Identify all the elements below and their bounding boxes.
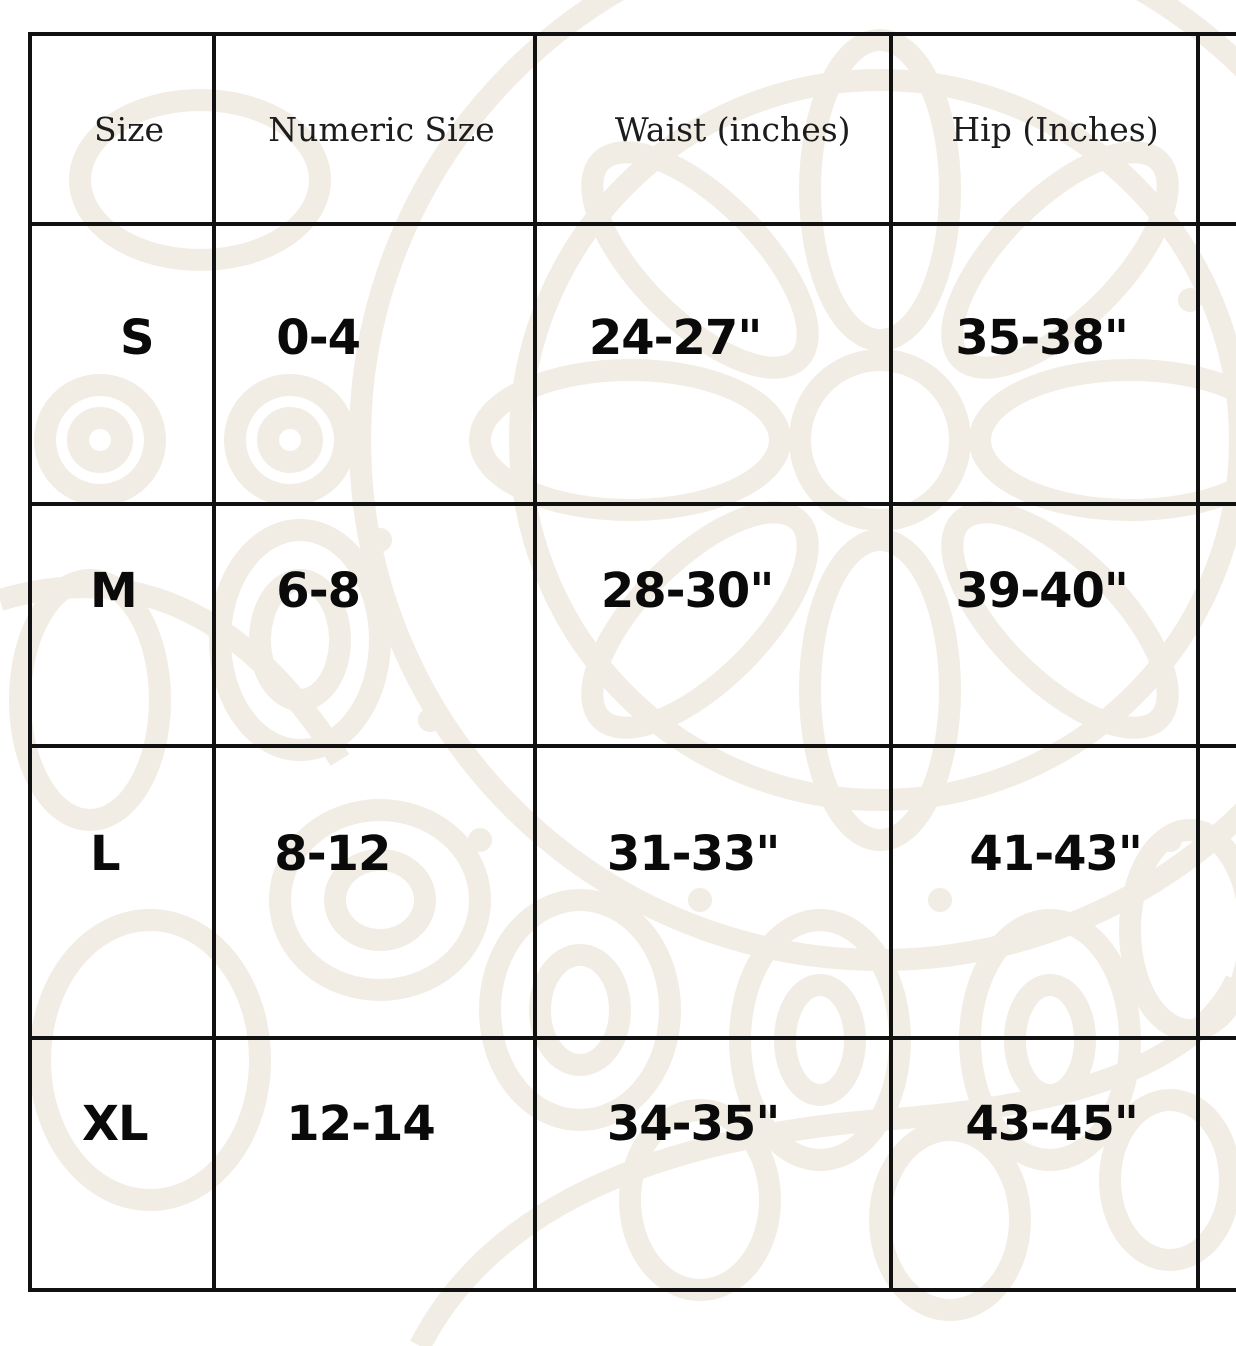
cell-size: XL xyxy=(30,1038,214,1290)
cell-size: L xyxy=(30,746,214,1038)
cell-size: S xyxy=(30,224,214,504)
header-numeric-size: Numeric Size xyxy=(214,34,535,224)
cell-waist: 34-35" xyxy=(535,1038,892,1290)
cell-numeric-size: 0-4 xyxy=(214,224,535,504)
cell-waist: 24-27" xyxy=(535,224,892,504)
cell-cut-off xyxy=(1198,746,1236,1038)
header-waist: Waist (inches) xyxy=(535,34,892,224)
cell-cut-off xyxy=(1198,504,1236,746)
header-size: Size xyxy=(30,34,214,224)
cell-waist: 31-33" xyxy=(535,746,892,1038)
cell-hip: 39-40" xyxy=(891,504,1197,746)
size-chart-table xyxy=(28,32,1236,1292)
table-row xyxy=(30,224,1236,504)
header-row xyxy=(30,34,1236,224)
cell-hip: 41-43" xyxy=(891,746,1197,1038)
cell-numeric-size: 6-8 xyxy=(214,504,535,746)
cell-numeric-size: 8-12 xyxy=(214,746,535,1038)
header-cut-off xyxy=(1198,34,1236,224)
header-hip: Hip (Inches) xyxy=(891,34,1197,224)
cell-hip: 35-38" xyxy=(891,224,1197,504)
cell-hip: 43-45" xyxy=(891,1038,1197,1290)
cell-cut-off xyxy=(1198,1038,1236,1290)
table-row xyxy=(30,504,1236,746)
table-row xyxy=(30,746,1236,1038)
cell-cut-off xyxy=(1198,224,1236,504)
cell-numeric-size: 12-14 xyxy=(214,1038,535,1290)
table-row xyxy=(30,1038,1236,1290)
cell-size: M xyxy=(30,504,214,746)
cell-waist: 28-30" xyxy=(535,504,892,746)
